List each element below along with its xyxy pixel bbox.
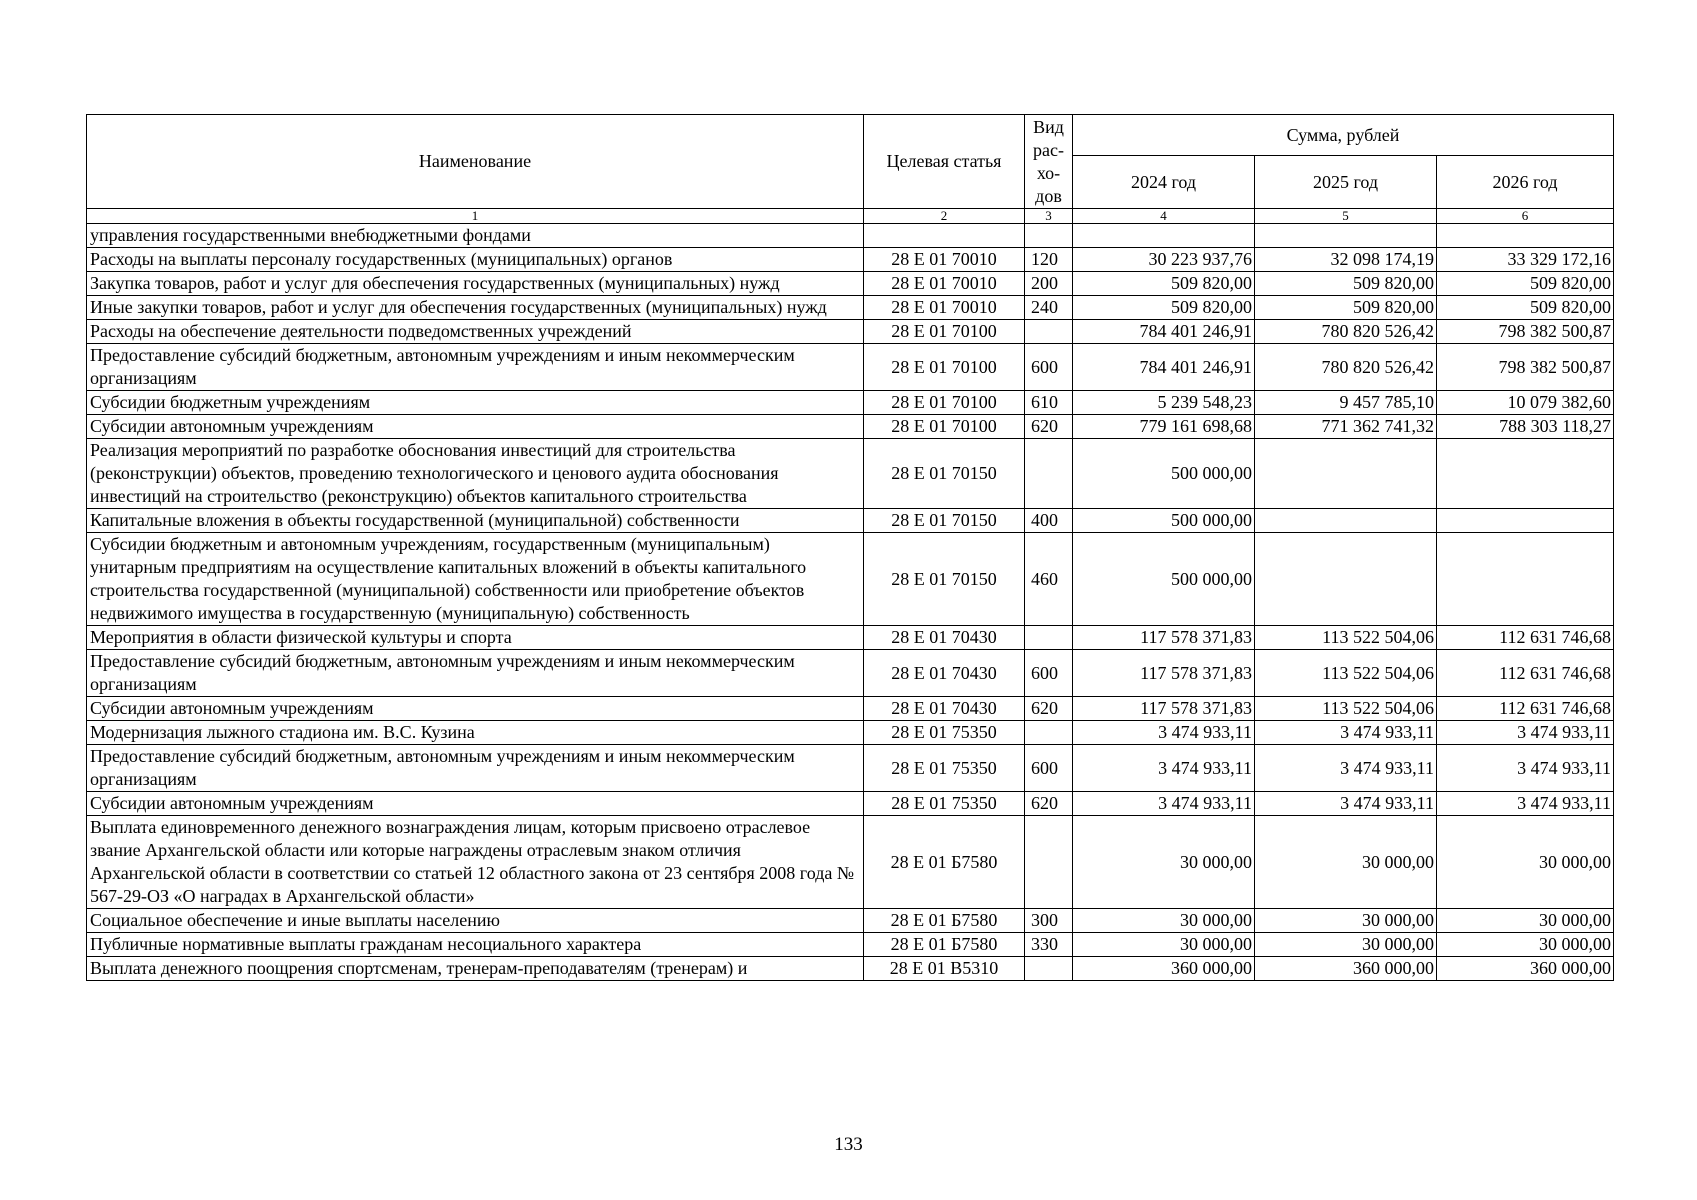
table-row	[87, 933, 1614, 957]
header-row	[87, 115, 1614, 156]
row-expense-kind	[1025, 224, 1073, 248]
row-amount-2026: 112 631 746,68	[1437, 650, 1614, 697]
row-name: Выплата единовременного денежного вознаграждения лицам, которым присвоено отраслевое звание Архангельской области или которые награждены отраслевым знаком отличия Архангельской области в соответствии со статьей 12 областного закона от 23 сентября 2008 года № 567-29-ОЗ «О наградах в Архангельской области»	[87, 816, 864, 909]
row-amount-2024: 784 401 246,91	[1073, 344, 1255, 391]
row-amount-2024: 30 000,00	[1073, 933, 1255, 957]
table-row	[87, 816, 1614, 909]
row-amount-2025: 3 474 933,11	[1255, 745, 1437, 792]
row-expense-kind	[1025, 721, 1073, 745]
row-name: Расходы на выплаты персоналу государственных (муниципальных) органов	[87, 248, 864, 272]
row-expense-kind: 620	[1025, 415, 1073, 439]
row-name: Капитальные вложения в объекты государственной (муниципальной) собственности	[87, 509, 864, 533]
row-name: Предоставление субсидий бюджетным, автономным учреждениям и иным некоммерческим организациям	[87, 650, 864, 697]
row-amount-2024: 30 223 937,76	[1073, 248, 1255, 272]
header-year-2025: 2025 год	[1255, 156, 1437, 209]
row-amount-2025: 509 820,00	[1255, 296, 1437, 320]
row-amount-2024	[1073, 224, 1255, 248]
row-amount-2024: 30 000,00	[1073, 909, 1255, 933]
table-row	[87, 697, 1614, 721]
row-name: Субсидии автономным учреждениям	[87, 415, 864, 439]
row-name: Расходы на обеспечение деятельности подведомственных учреждений	[87, 320, 864, 344]
column-number: 5	[1255, 209, 1437, 224]
row-amount-2026	[1437, 509, 1614, 533]
row-name: Модернизация лыжного стадиона им. В.С. Кузина	[87, 721, 864, 745]
row-target-code: 28 Е 01 Б7580	[864, 933, 1025, 957]
table-row	[87, 957, 1614, 981]
row-target-code: 28 Е 01 70430	[864, 626, 1025, 650]
row-amount-2026: 509 820,00	[1437, 272, 1614, 296]
row-name: Предоставление субсидий бюджетным, автономным учреждениям и иным некоммерческим организациям	[87, 344, 864, 391]
row-amount-2025	[1255, 509, 1437, 533]
row-amount-2024: 3 474 933,11	[1073, 792, 1255, 816]
row-amount-2024: 784 401 246,91	[1073, 320, 1255, 344]
table-row	[87, 792, 1614, 816]
row-amount-2026	[1437, 439, 1614, 509]
table-header	[87, 115, 1614, 224]
row-amount-2025: 771 362 741,32	[1255, 415, 1437, 439]
row-amount-2025: 113 522 504,06	[1255, 697, 1437, 721]
row-name: Социальное обеспечение и иные выплаты населению	[87, 909, 864, 933]
row-name: Закупка товаров, работ и услуг для обеспечения государственных (муниципальных) нужд	[87, 272, 864, 296]
table-row	[87, 745, 1614, 792]
row-name: Субсидии бюджетным и автономным учреждениям, государственным (муниципальным) унитарным предприятиям на осуществление капитальных вложений в объекты капитального строительства государственной (муниципальной) собственности или приобретение объектов недвижимого имущества в государственную (муниципальную) собственность	[87, 533, 864, 626]
row-amount-2026: 360 000,00	[1437, 957, 1614, 981]
row-amount-2024: 117 578 371,83	[1073, 650, 1255, 697]
row-amount-2025: 3 474 933,11	[1255, 792, 1437, 816]
column-number: 6	[1437, 209, 1614, 224]
row-expense-kind: 120	[1025, 248, 1073, 272]
row-target-code: 28 Е 01 70100	[864, 320, 1025, 344]
table-row	[87, 533, 1614, 626]
row-expense-kind	[1025, 626, 1073, 650]
table-row	[87, 909, 1614, 933]
row-target-code: 28 Е 01 75350	[864, 745, 1025, 792]
row-amount-2025: 30 000,00	[1255, 933, 1437, 957]
row-expense-kind: 600	[1025, 344, 1073, 391]
row-amount-2026: 10 079 382,60	[1437, 391, 1614, 415]
row-amount-2025	[1255, 439, 1437, 509]
column-number: 3	[1025, 209, 1073, 224]
row-amount-2025: 509 820,00	[1255, 272, 1437, 296]
row-amount-2026: 798 382 500,87	[1437, 344, 1614, 391]
page-number: 133	[834, 1134, 863, 1155]
row-expense-kind: 460	[1025, 533, 1073, 626]
header-kind-line: рас-	[1033, 139, 1064, 160]
row-expense-kind: 620	[1025, 792, 1073, 816]
table-row	[87, 650, 1614, 697]
row-amount-2025: 780 820 526,42	[1255, 344, 1437, 391]
row-name: Реализация мероприятий по разработке обоснования инвестиций для строительства (реконструкции) объектов, проведению технологического и ценового аудита обоснования инвестиций на строительство (реконструкцию) объектов капитального строительства	[87, 439, 864, 509]
row-amount-2026: 30 000,00	[1437, 909, 1614, 933]
row-amount-2026	[1437, 533, 1614, 626]
table-row	[87, 344, 1614, 391]
row-amount-2024: 3 474 933,11	[1073, 745, 1255, 792]
column-number: 1	[87, 209, 864, 224]
table-row	[87, 415, 1614, 439]
row-name: Субсидии бюджетным учреждениям	[87, 391, 864, 415]
row-amount-2025: 3 474 933,11	[1255, 721, 1437, 745]
column-number: 4	[1073, 209, 1255, 224]
row-target-code: 28 Е 01 70150	[864, 439, 1025, 509]
header-target: Целевая статья	[864, 115, 1025, 209]
row-amount-2026: 3 474 933,11	[1437, 721, 1614, 745]
table-row	[87, 391, 1614, 415]
row-amount-2026: 112 631 746,68	[1437, 626, 1614, 650]
header-year-2026: 2026 год	[1437, 156, 1614, 209]
budget-table	[86, 114, 1614, 981]
row-amount-2024: 360 000,00	[1073, 957, 1255, 981]
table-row	[87, 626, 1614, 650]
row-target-code: 28 Е 01 70150	[864, 509, 1025, 533]
row-name: управления государственными внебюджетными фондами	[87, 224, 864, 248]
row-amount-2025: 780 820 526,42	[1255, 320, 1437, 344]
row-target-code: 28 Е 01 75350	[864, 721, 1025, 745]
row-target-code	[864, 224, 1025, 248]
row-amount-2026: 788 303 118,27	[1437, 415, 1614, 439]
row-amount-2024: 779 161 698,68	[1073, 415, 1255, 439]
row-target-code: 28 Е 01 В5310	[864, 957, 1025, 981]
row-name: Публичные нормативные выплаты гражданам несоциального характера	[87, 933, 864, 957]
row-amount-2025: 113 522 504,06	[1255, 650, 1437, 697]
row-target-code: 28 Е 01 70010	[864, 272, 1025, 296]
row-target-code: 28 Е 01 70010	[864, 296, 1025, 320]
row-amount-2025: 360 000,00	[1255, 957, 1437, 981]
row-amount-2024: 500 000,00	[1073, 509, 1255, 533]
row-amount-2024: 500 000,00	[1073, 439, 1255, 509]
row-expense-kind: 400	[1025, 509, 1073, 533]
row-amount-2024: 3 474 933,11	[1073, 721, 1255, 745]
row-target-code: 28 Е 01 70430	[864, 697, 1025, 721]
header-sum: Сумма, рублей	[1073, 115, 1614, 156]
row-amount-2024: 5 239 548,23	[1073, 391, 1255, 415]
header-kind	[1025, 115, 1073, 209]
row-name: Мероприятия в области физической культуры и спорта	[87, 626, 864, 650]
table-row	[87, 721, 1614, 745]
row-target-code: 28 Е 01 Б7580	[864, 909, 1025, 933]
header-name: Наименование	[87, 115, 864, 209]
row-expense-kind: 620	[1025, 697, 1073, 721]
row-amount-2024: 509 820,00	[1073, 272, 1255, 296]
table-row	[87, 509, 1614, 533]
row-target-code: 28 Е 01 70100	[864, 415, 1025, 439]
row-expense-kind	[1025, 957, 1073, 981]
row-expense-kind: 600	[1025, 745, 1073, 792]
row-amount-2025	[1255, 533, 1437, 626]
row-target-code: 28 Е 01 70100	[864, 344, 1025, 391]
table-row	[87, 248, 1614, 272]
row-name: Выплата денежного поощрения спортсменам, тренерам-преподавателям (тренерам) и	[87, 957, 864, 981]
row-amount-2025: 30 000,00	[1255, 909, 1437, 933]
header-year-2024: 2024 год	[1073, 156, 1255, 209]
row-target-code: 28 Е 01 70100	[864, 391, 1025, 415]
row-amount-2024: 117 578 371,83	[1073, 626, 1255, 650]
row-amount-2025: 32 098 174,19	[1255, 248, 1437, 272]
row-amount-2024: 30 000,00	[1073, 816, 1255, 909]
header-kind-line: дов	[1035, 185, 1062, 206]
row-amount-2024: 117 578 371,83	[1073, 697, 1255, 721]
row-name: Субсидии автономным учреждениям	[87, 697, 864, 721]
header-kind-line: Вид	[1033, 116, 1064, 137]
row-expense-kind: 240	[1025, 296, 1073, 320]
row-name: Иные закупки товаров, работ и услуг для обеспечения государственных (муниципальных) нужд	[87, 296, 864, 320]
column-number-row	[87, 209, 1614, 224]
row-amount-2025: 9 457 785,10	[1255, 391, 1437, 415]
table-row	[87, 296, 1614, 320]
row-expense-kind: 300	[1025, 909, 1073, 933]
row-amount-2026: 30 000,00	[1437, 933, 1614, 957]
row-amount-2026: 509 820,00	[1437, 296, 1614, 320]
row-expense-kind	[1025, 439, 1073, 509]
row-amount-2025: 113 522 504,06	[1255, 626, 1437, 650]
row-expense-kind: 330	[1025, 933, 1073, 957]
row-expense-kind	[1025, 816, 1073, 909]
table-row	[87, 224, 1614, 248]
row-expense-kind: 600	[1025, 650, 1073, 697]
row-amount-2025	[1255, 224, 1437, 248]
row-name: Предоставление субсидий бюджетным, автономным учреждениям и иным некоммерческим организациям	[87, 745, 864, 792]
table-row	[87, 320, 1614, 344]
row-amount-2026: 798 382 500,87	[1437, 320, 1614, 344]
row-amount-2025: 30 000,00	[1255, 816, 1437, 909]
row-target-code: 28 Е 01 70430	[864, 650, 1025, 697]
row-target-code: 28 Е 01 Б7580	[864, 816, 1025, 909]
row-amount-2026: 112 631 746,68	[1437, 697, 1614, 721]
row-expense-kind	[1025, 320, 1073, 344]
table-row	[87, 272, 1614, 296]
row-name: Субсидии автономным учреждениям	[87, 792, 864, 816]
row-amount-2026: 33 329 172,16	[1437, 248, 1614, 272]
table-row	[87, 439, 1614, 509]
row-target-code: 28 Е 01 70150	[864, 533, 1025, 626]
row-amount-2026: 3 474 933,11	[1437, 745, 1614, 792]
column-number: 2	[864, 209, 1025, 224]
row-expense-kind: 610	[1025, 391, 1073, 415]
row-amount-2026	[1437, 224, 1614, 248]
row-amount-2026: 30 000,00	[1437, 816, 1614, 909]
header-kind-line: хо-	[1036, 162, 1061, 183]
table-body	[87, 224, 1614, 981]
row-amount-2024: 509 820,00	[1073, 296, 1255, 320]
row-expense-kind: 200	[1025, 272, 1073, 296]
row-amount-2024: 500 000,00	[1073, 533, 1255, 626]
row-target-code: 28 Е 01 75350	[864, 792, 1025, 816]
row-target-code: 28 Е 01 70010	[864, 248, 1025, 272]
row-amount-2026: 3 474 933,11	[1437, 792, 1614, 816]
